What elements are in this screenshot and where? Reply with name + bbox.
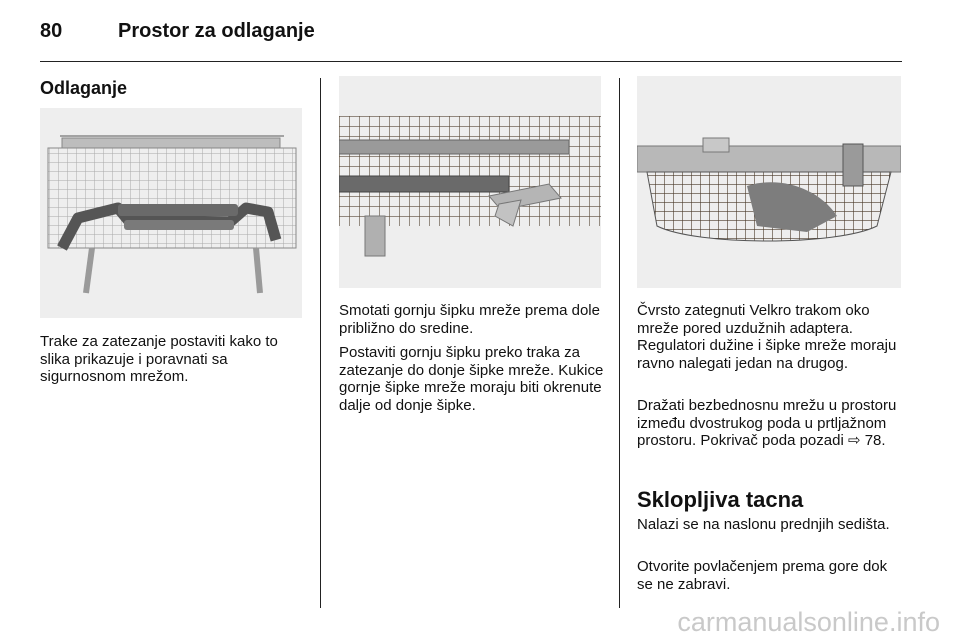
cargo-net-straps-illustration	[40, 108, 302, 318]
arrow-reference-icon: ⇨	[847, 432, 861, 449]
header-rule	[40, 61, 902, 62]
paragraph: Smotati gornju šipku mreže prema dole približno do sredine.	[339, 302, 600, 337]
velcro-strap-illustration	[637, 76, 901, 288]
paragraph-with-reference	[637, 397, 903, 450]
paragraph-text: Dražati bezbednosnu mrežu u prostoru između dvostrukog poda u prtljažnom prostoru. Pokrivač poda pozadi	[637, 397, 897, 449]
page-title: Prostor za odlaganje	[118, 20, 315, 42]
column-divider	[320, 78, 321, 608]
paragraph: Postaviti gornju šipku preko traka za zatezanje do donje šipke mreže. Kukice gornje šipke mreže moraju biti okrenute dalje od donje šipke.	[339, 344, 604, 414]
page-number: 80	[40, 20, 63, 42]
section-heading-odlaganje: Odlaganje	[40, 78, 128, 98]
paragraph: Čvrsto zategnuti Velkro trakom oko mreže pored uzdužnih adaptera. Regulatori dužine i šipke mreže moraju ravno nalegati jedan na drugog.	[637, 302, 897, 372]
reference-page: 78.	[860, 432, 886, 449]
watermark: carmanualsonline.info	[677, 607, 940, 637]
rolled-net-bar-illustration	[339, 76, 601, 288]
section-heading-sklopljiva-tacna: Sklopljiva tacna	[637, 487, 804, 512]
paragraph: Nalazi se na naslonu prednjih sedišta.	[637, 516, 890, 533]
paragraph: Trake za zatezanje postaviti kako to slika prikazuje i poravnati sa sigurnosnom mrežom.	[40, 333, 278, 385]
paragraph: Otvorite povlačenjem prema gore dok se ne zabravi.	[637, 558, 888, 593]
column-divider	[619, 78, 620, 608]
page-header	[40, 14, 902, 58]
